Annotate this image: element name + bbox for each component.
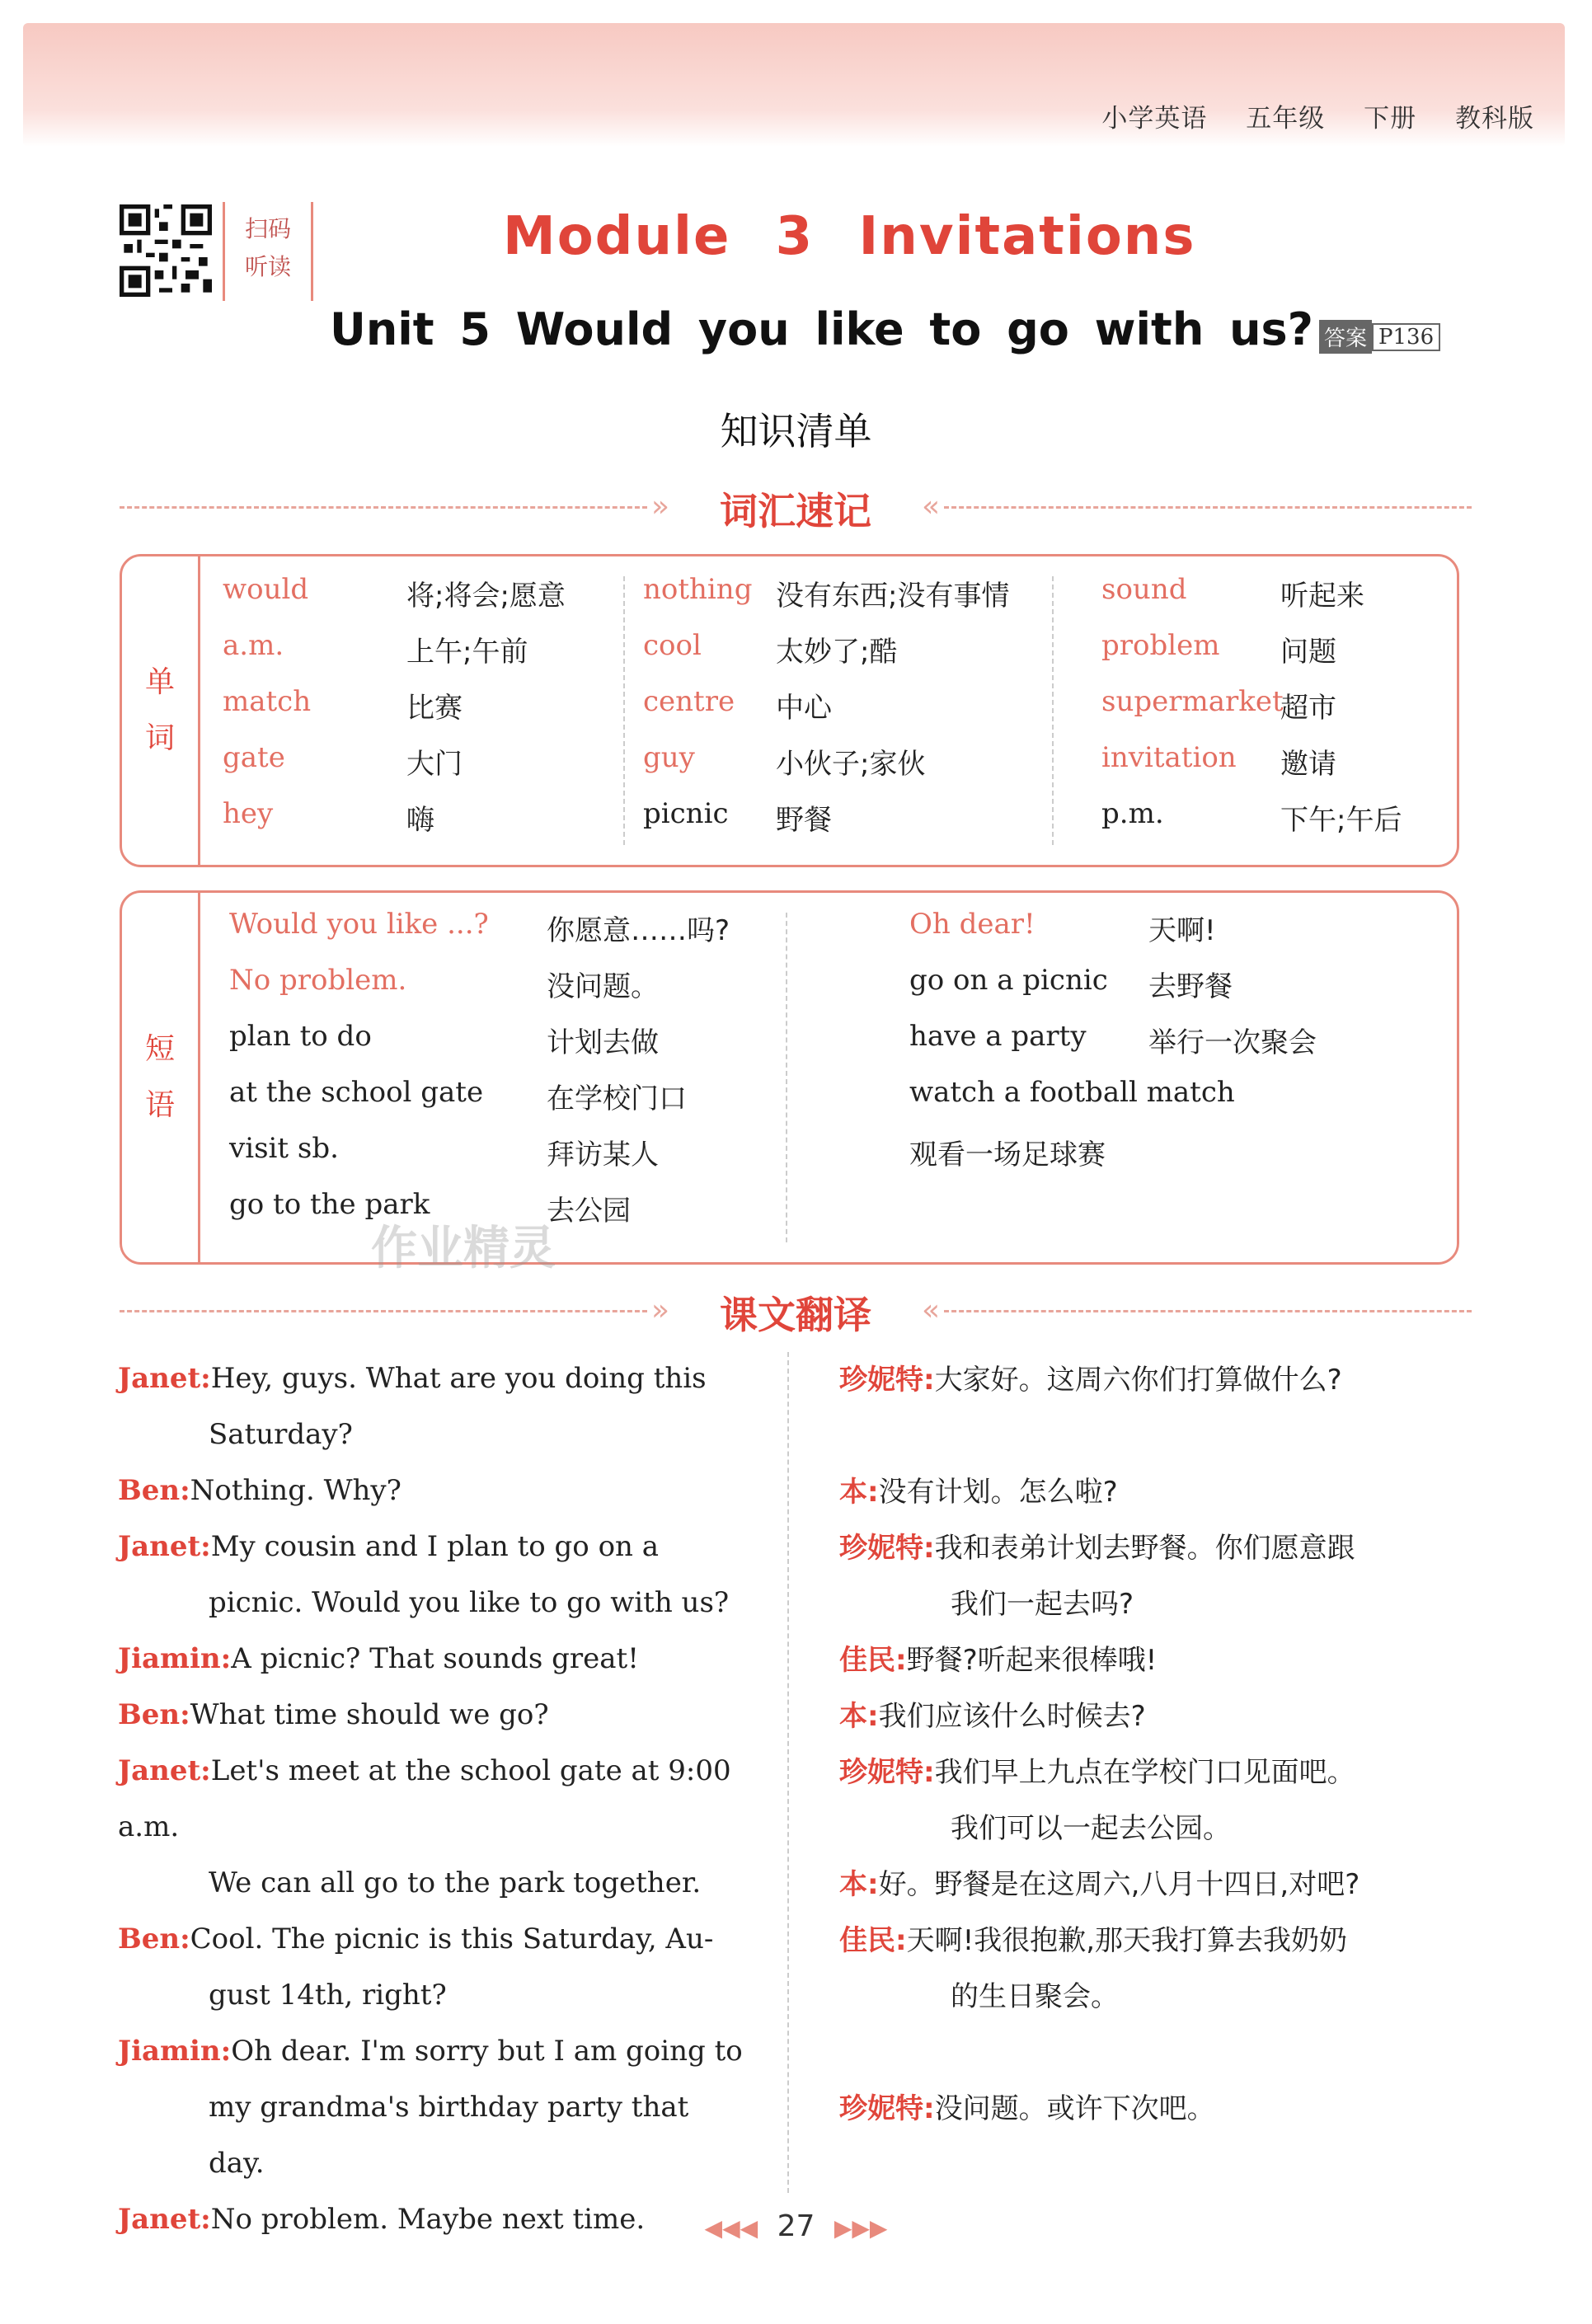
- dialogue-line: Nothing. Why?: [190, 1474, 402, 1507]
- phrase-zh: 在学校门口: [547, 1082, 687, 1115]
- phrase-zh: 天啊!: [1148, 914, 1216, 947]
- dialogue-turn: [118, 1743, 753, 1911]
- header-edition: 教科版: [1455, 104, 1534, 134]
- speaker-name: 本:: [839, 1868, 879, 1901]
- phrase-zh: 去公园: [547, 1195, 631, 1228]
- dialogue-english: [118, 1350, 753, 2247]
- phrase-en: No problem.: [229, 964, 407, 997]
- word-en: would: [223, 573, 309, 606]
- dialogue-line: We can all go to the park together.: [209, 1866, 702, 1899]
- answer-label: 答案: [1319, 320, 1372, 354]
- speaker-name: Ben:: [118, 1698, 190, 1731]
- scan-line-2: 听读: [244, 253, 291, 280]
- answer-page: P136: [1372, 323, 1440, 351]
- phrase-zh: 观看一场足球赛: [909, 1139, 1106, 1171]
- dialogue-line: picnic. Would you like to go with us?: [209, 1586, 730, 1619]
- speaker-name: Jiamin:: [118, 1642, 232, 1675]
- scan-line-1: 扫码: [244, 215, 291, 242]
- dialogue-line: 没问题。或许下次吧。: [934, 2092, 1215, 2125]
- prev-arrows-icon: ◀◀◀: [704, 2214, 758, 2242]
- dialogue-turn: [839, 1913, 1482, 2081]
- dialogue-line: 好。野餐是在这周六,八月十四日,对吧?: [878, 1868, 1360, 1901]
- word-zh: 将;将会;愿意: [406, 580, 566, 613]
- speaker-name: 本:: [839, 1700, 879, 1733]
- speaker-name: 珍妮特:: [839, 1756, 935, 1789]
- phrase-en: have a party: [909, 1020, 1087, 1053]
- word-en: invitation: [1101, 741, 1237, 774]
- words-box: [120, 554, 1459, 867]
- dialogue-turn: [118, 1911, 753, 2023]
- speaker-name: Janet:: [118, 1754, 211, 1787]
- phrase-en: go to the park: [229, 1188, 430, 1221]
- dialogue-turn: [118, 2023, 753, 2191]
- header-grade: 五年级: [1246, 104, 1326, 134]
- dialogue-line: 我和表弟计划去野餐。你们愿意跟: [934, 1532, 1355, 1565]
- dialogue-turn: [839, 1632, 1482, 1688]
- dialogue-turn: [839, 1744, 1482, 1857]
- words-side-label: 单 词: [122, 556, 200, 865]
- word-zh: 太妙了;酷: [776, 636, 898, 669]
- dialogue-turn: [118, 1350, 753, 1462]
- speaker-name: Ben:: [118, 1923, 190, 1955]
- word-en: p.m.: [1101, 797, 1164, 830]
- phrase-en: Would you like ...?: [229, 908, 489, 941]
- phrase-zh: 举行一次聚会: [1148, 1026, 1317, 1059]
- dialogue-turn: [839, 1352, 1482, 1464]
- speaker-name: Janet:: [118, 1362, 211, 1395]
- phrase-zh: 计划去做: [547, 1026, 659, 1059]
- word-zh: 问题: [1280, 636, 1336, 669]
- word-en: supermarket: [1101, 685, 1284, 718]
- speaker-name: Ben:: [118, 1474, 190, 1507]
- phrase-en: go on a picnic: [909, 964, 1108, 997]
- dialogue-turn: [839, 2081, 1482, 2137]
- module-title: Module 3 Invitations: [503, 206, 1196, 267]
- vocab-heading: 词汇速记: [720, 489, 871, 533]
- word-zh: 邀请: [1280, 748, 1336, 781]
- dialogue-turn: [118, 1462, 753, 1519]
- header-meta: [1072, 97, 1534, 134]
- word-en: gate: [223, 741, 285, 774]
- word-zh: 中心: [776, 692, 832, 725]
- word-zh: 没有东西;没有事情: [776, 580, 1010, 613]
- speaker-name: 佳民:: [839, 1644, 907, 1677]
- phrase-en: at the school gate: [229, 1076, 484, 1109]
- dialogue-line: 的生日聚会。: [951, 1980, 1119, 2013]
- word-en: problem: [1101, 629, 1220, 662]
- dialogue-turn: [839, 1688, 1482, 1744]
- dialogue-turn: [839, 1464, 1482, 1520]
- speaker-name: 珍妮特:: [839, 1532, 935, 1565]
- word-en: guy: [643, 741, 695, 774]
- dialogue-line: Oh dear. I'm sorry but I am going to: [231, 2035, 743, 2068]
- word-zh: 大门: [406, 748, 463, 781]
- watermark: 作业精灵: [371, 1222, 556, 1275]
- dialogue-line: Let's meet at the school gate at 9:00 a.m.: [118, 1754, 731, 1843]
- next-arrows-icon: ▶▶▶: [834, 2214, 888, 2242]
- dialogue-line: Hey, guys. What are you doing this: [210, 1362, 707, 1395]
- word-en: a.m.: [223, 629, 284, 662]
- phrase-en: plan to do: [229, 1020, 372, 1053]
- dialogue-line: A picnic? That sounds great!: [231, 1642, 639, 1675]
- dialogue-line: 我们一起去吗?: [951, 1588, 1134, 1621]
- dialogue-line: 没有计划。怎么啦?: [878, 1476, 1118, 1509]
- phrase-en: watch a football match: [909, 1076, 1235, 1109]
- phrase-en: visit sb.: [229, 1132, 339, 1165]
- word-zh: 比赛: [406, 692, 463, 725]
- qr-code-icon[interactable]: [120, 204, 212, 297]
- word-en: cool: [643, 629, 702, 662]
- dialogue-line: 天啊!我很抱歉,那天我打算去我奶奶: [906, 1924, 1348, 1957]
- word-en: hey: [223, 797, 274, 830]
- speaker-name: Janet:: [118, 2203, 211, 2236]
- speaker-name: 本:: [839, 1476, 879, 1509]
- phrase-en: Oh dear!: [909, 908, 1036, 941]
- phrase-zh: 拜访某人: [547, 1139, 659, 1171]
- word-zh: 听起来: [1280, 580, 1364, 613]
- dialogue-turn: [118, 1631, 753, 1687]
- word-zh: 嗨: [406, 804, 434, 837]
- dialogue-line: No problem. Maybe next time.: [210, 2203, 646, 2236]
- dialogue-turn: [839, 1857, 1482, 1913]
- speaker-name: 珍妮特:: [839, 1364, 935, 1397]
- translation-divider: » « 课文翻译: [120, 1290, 1472, 1331]
- word-zh: 超市: [1280, 692, 1336, 725]
- page-footer: [0, 2209, 1592, 2243]
- dialogue-line: Saturday?: [209, 1418, 353, 1451]
- word-en: sound: [1101, 573, 1187, 606]
- dialogue-line: 野餐?听起来很棒哦!: [906, 1644, 1158, 1677]
- scan-to-listen: [223, 202, 313, 301]
- unit-title: Unit 5 Would you like to go with us?: [330, 303, 1314, 355]
- dialogue-line: What time should we go?: [190, 1698, 549, 1731]
- dialogue-line: day.: [209, 2147, 265, 2180]
- speaker-name: Jiamin:: [118, 2035, 232, 2068]
- word-en: match: [223, 685, 312, 718]
- dialogue-line: 我们早上九点在学校门口见面吧。: [934, 1756, 1355, 1789]
- dialogue-chinese: [839, 1352, 1482, 2137]
- word-zh: 小伙子;家伙: [776, 748, 926, 781]
- phrase-zh: 去野餐: [1148, 970, 1233, 1003]
- vocab-divider: » « 词汇速记: [120, 486, 1472, 528]
- speaker-name: Janet:: [118, 1530, 211, 1563]
- dialogue-line: Cool. The picnic is this Saturday, Au-: [190, 1923, 714, 1955]
- dialogue-line: 大家好。这周六你们打算做什么?: [934, 1364, 1342, 1397]
- dialogue-line: 我们应该什么时候去?: [878, 1700, 1146, 1733]
- header-volume: 下册: [1364, 104, 1417, 134]
- phrases-side-label: 短 语: [122, 893, 200, 1262]
- dialogue-line: my grandma's birthday party that: [209, 2091, 689, 2124]
- dialogue-turn: [118, 1687, 753, 1743]
- word-zh: 下午;午后: [1280, 804, 1402, 837]
- dialogue-line: My cousin and I plan to go on a: [210, 1530, 660, 1563]
- dialogue-turn: [118, 1519, 753, 1631]
- answer-reference: [1319, 320, 1440, 354]
- word-en: centre: [643, 685, 735, 718]
- dialogue-line: gust 14th, right?: [209, 1979, 447, 2012]
- dialogue-turn: [839, 1520, 1482, 1632]
- word-en: picnic: [643, 797, 729, 830]
- translation-heading: 课文翻译: [720, 1293, 871, 1337]
- phrase-zh: 没问题。: [547, 970, 659, 1003]
- page-number: 27: [777, 2209, 815, 2243]
- header-subject: 小学英语: [1101, 104, 1208, 134]
- word-en: nothing: [643, 573, 753, 606]
- word-zh: 上午;午前: [406, 636, 528, 669]
- word-zh: 野餐: [776, 804, 832, 837]
- dialogue-separator: [787, 1352, 789, 2193]
- dialogue-line: 我们可以一起去公园。: [951, 1812, 1231, 1845]
- phrase-zh: 你愿意……吗?: [547, 914, 730, 947]
- knowledge-heading: 知识清单: [720, 409, 872, 453]
- phrases-box: [120, 890, 1459, 1265]
- speaker-name: 珍妮特:: [839, 2092, 935, 2125]
- speaker-name: 佳民:: [839, 1924, 907, 1957]
